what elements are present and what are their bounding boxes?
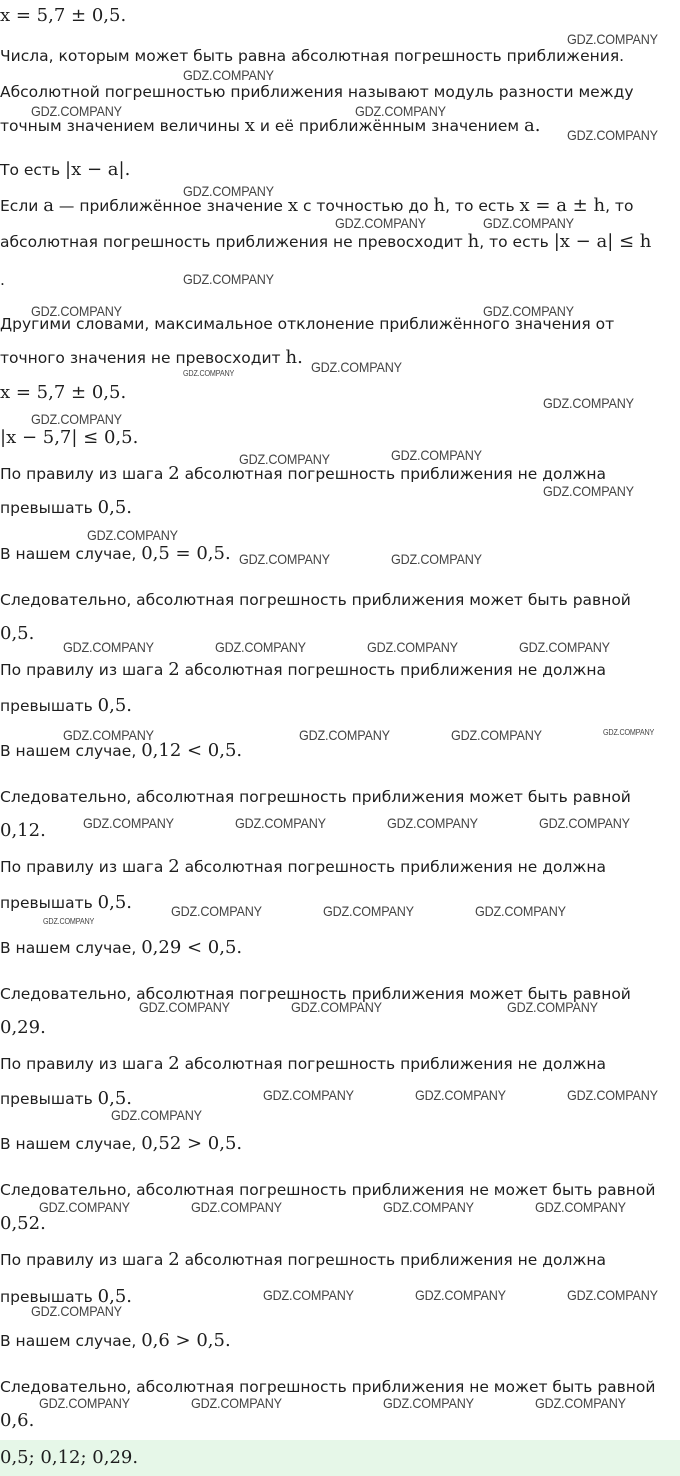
line-text: абсолютная погрешность приближения не должна bbox=[179, 661, 606, 679]
math-expression: |x − 5,7| ≤ 0,5. bbox=[0, 427, 139, 448]
watermark-text: GDZ.COMPANY bbox=[31, 411, 122, 427]
watermark-text: GDZ.COMPANY bbox=[291, 999, 382, 1015]
line-text: абсолютная погрешность приближения не превосходит bbox=[0, 233, 468, 251]
line-text: Если bbox=[0, 197, 44, 215]
math-expression: h bbox=[467, 231, 480, 252]
text-line bbox=[0, 1214, 46, 1234]
watermark-text: GDZ.COMPANY bbox=[383, 1199, 474, 1215]
line-text: и её приближённым значением bbox=[254, 117, 525, 135]
text-line bbox=[0, 232, 651, 252]
line-text: В нашем случае, bbox=[0, 1332, 142, 1350]
line-text: По правилу из шага bbox=[0, 1055, 169, 1073]
line-text: Абсолютной погрешностью приближения называют модуль разности между bbox=[0, 83, 634, 101]
text-line bbox=[0, 383, 126, 403]
math-expression: |x − a|. bbox=[65, 159, 131, 180]
line-text: , то bbox=[605, 197, 634, 215]
watermark-text: GDZ.COMPANY bbox=[83, 815, 174, 831]
math-expression: 0,5. bbox=[97, 497, 133, 518]
text-line bbox=[0, 348, 303, 368]
watermark-text: GDZ.COMPANY bbox=[191, 1395, 282, 1411]
text-line bbox=[0, 1180, 655, 1200]
watermark-text: GDZ.COMPANY bbox=[183, 183, 274, 199]
math-expression: 2 bbox=[168, 856, 180, 877]
math-expression: |x − a| ≤ h bbox=[553, 231, 652, 252]
watermark-text: GDZ.COMPANY bbox=[235, 815, 326, 831]
math-expression: 0,52 > 0,5. bbox=[141, 1133, 243, 1154]
watermark-text: GDZ.COMPANY bbox=[535, 1199, 626, 1215]
math-expression: 0,12. bbox=[0, 820, 46, 841]
text-line bbox=[0, 270, 5, 290]
text-line bbox=[0, 428, 138, 448]
watermark-text: GDZ.COMPANY bbox=[263, 1287, 354, 1303]
math-expression: 0,29 < 0,5. bbox=[141, 937, 243, 958]
line-text: То есть bbox=[0, 161, 66, 179]
watermark-text: GDZ.COMPANY bbox=[31, 103, 122, 119]
watermark-text: GDZ.COMPANY bbox=[567, 31, 658, 47]
line-text: . bbox=[0, 271, 5, 289]
line-text: — приближённое значение bbox=[53, 197, 288, 215]
text-line bbox=[0, 1018, 46, 1038]
line-text: абсолютная погрешность приближения не должна bbox=[179, 858, 606, 876]
watermark-text: GDZ.COMPANY bbox=[239, 551, 330, 567]
line-text: , то есть bbox=[479, 233, 554, 251]
math-expression: x = 5,7 ± 0,5. bbox=[0, 5, 127, 26]
math-expression: a bbox=[43, 195, 54, 216]
watermark-text: GDZ.COMPANY bbox=[183, 369, 235, 378]
line-text: точного значения не превосходит bbox=[0, 349, 286, 367]
watermark-text: GDZ.COMPANY bbox=[39, 1395, 130, 1411]
line-text: По правилу из шага bbox=[0, 858, 169, 876]
watermark-text: GDZ.COMPANY bbox=[391, 551, 482, 567]
line-text: превышать bbox=[0, 499, 98, 517]
watermark-text: GDZ.COMPANY bbox=[539, 815, 630, 831]
math-expression: 2 bbox=[168, 1249, 180, 1270]
math-expression: 0,5. bbox=[97, 1286, 133, 1307]
line-text: Следовательно, абсолютная погрешность приближения может быть равной bbox=[0, 788, 631, 806]
line-text: , то есть bbox=[445, 197, 520, 215]
text-line bbox=[0, 116, 540, 136]
math-expression: 0,5. bbox=[97, 1088, 133, 1109]
watermark-text: GDZ.COMPANY bbox=[215, 639, 306, 655]
text-line bbox=[0, 1377, 655, 1397]
text-line bbox=[0, 787, 631, 807]
watermark-text: GDZ.COMPANY bbox=[311, 359, 402, 375]
watermark-text: GDZ.COMPANY bbox=[299, 727, 390, 743]
math-expression: h bbox=[433, 195, 446, 216]
math-expression: x = 5,7 ± 0,5. bbox=[0, 382, 127, 403]
text-line bbox=[0, 857, 606, 877]
line-text: точным значением величины bbox=[0, 117, 245, 135]
text-line bbox=[0, 590, 631, 610]
text-line bbox=[0, 696, 132, 716]
math-expression: x = a ± h bbox=[519, 195, 606, 216]
math-expression: 2 bbox=[168, 659, 180, 680]
watermark-text: GDZ.COMPANY bbox=[415, 1287, 506, 1303]
line-text: абсолютная погрешность приближения не должна bbox=[179, 1055, 606, 1073]
text-line bbox=[0, 46, 624, 66]
watermark-text: GDZ.COMPANY bbox=[475, 903, 566, 919]
line-text: По правилу из шага bbox=[0, 1251, 169, 1269]
text-line bbox=[0, 544, 231, 564]
text-line bbox=[0, 1411, 34, 1431]
text-line bbox=[0, 1331, 231, 1351]
watermark-text: GDZ.COMPANY bbox=[483, 303, 574, 319]
line-text: превышать bbox=[0, 1090, 98, 1108]
line-text: Числа, которым может быть равна абсолютная погрешность приближения. bbox=[0, 47, 625, 65]
text-line bbox=[0, 741, 242, 761]
line-text: превышать bbox=[0, 1288, 98, 1306]
text-line bbox=[0, 160, 130, 180]
line-text: абсолютная погрешность приближения не должна bbox=[179, 1251, 606, 1269]
math-expression: 2 bbox=[168, 1053, 180, 1074]
math-expression: 0,6 > 0,5. bbox=[141, 1330, 231, 1351]
text-line bbox=[0, 893, 132, 913]
watermark-text: GDZ.COMPANY bbox=[367, 639, 458, 655]
math-expression: 0,29. bbox=[0, 1017, 46, 1038]
text-line bbox=[0, 660, 606, 680]
math-expression: 0,5 = 0,5. bbox=[141, 543, 231, 564]
math-expression: 0,6. bbox=[0, 1410, 35, 1431]
text-line bbox=[0, 196, 633, 216]
text-line bbox=[0, 1134, 242, 1154]
math-expression: 2 bbox=[168, 463, 180, 484]
watermark-text: GDZ.COMPANY bbox=[87, 527, 178, 543]
watermark-text: GDZ.COMPANY bbox=[387, 815, 478, 831]
line-text: В нашем случае, bbox=[0, 545, 142, 563]
watermark-text: GDZ.COMPANY bbox=[451, 727, 542, 743]
watermark-text: GDZ.COMPANY bbox=[171, 903, 262, 919]
watermark-text: GDZ.COMPANY bbox=[391, 447, 482, 463]
watermark-text: GDZ.COMPANY bbox=[263, 1087, 354, 1103]
answer-text: 0,5; 0,12; 0,29. bbox=[0, 1447, 139, 1468]
watermark-text: GDZ.COMPANY bbox=[415, 1087, 506, 1103]
watermark-text: GDZ.COMPANY bbox=[535, 1395, 626, 1411]
watermark-text: GDZ.COMPANY bbox=[543, 483, 634, 499]
watermark-text: GDZ.COMPANY bbox=[39, 1199, 130, 1215]
watermark-text: GDZ.COMPANY bbox=[183, 67, 274, 83]
watermark-text: GDZ.COMPANY bbox=[567, 127, 658, 143]
watermark-text: GDZ.COMPANY bbox=[63, 727, 154, 743]
line-text: По правилу из шага bbox=[0, 661, 169, 679]
answer-box bbox=[0, 1440, 680, 1476]
text-line bbox=[0, 82, 634, 102]
line-text: Следовательно, абсолютная погрешность приближения может быть равной bbox=[0, 591, 631, 609]
watermark-text: GDZ.COMPANY bbox=[519, 639, 610, 655]
text-line bbox=[0, 1054, 606, 1074]
line-text: Следовательно, абсолютная погрешность приближения не может быть равной bbox=[0, 1378, 656, 1396]
watermark-text: GDZ.COMPANY bbox=[335, 215, 426, 231]
watermark-text: GDZ.COMPANY bbox=[383, 1395, 474, 1411]
watermark-text: GDZ.COMPANY bbox=[111, 1107, 202, 1123]
line-text: превышать bbox=[0, 894, 98, 912]
watermark-text: GDZ.COMPANY bbox=[323, 903, 414, 919]
text-line bbox=[0, 498, 132, 518]
math-expression: 0,5. bbox=[97, 892, 133, 913]
math-expression: 0,52. bbox=[0, 1213, 46, 1234]
math-expression: 0,12 < 0,5. bbox=[141, 740, 243, 761]
line-text: с точностью до bbox=[298, 197, 434, 215]
watermark-text: GDZ.COMPANY bbox=[183, 271, 274, 287]
text-line bbox=[0, 821, 46, 841]
math-expression: h. bbox=[285, 347, 303, 368]
line-text: В нашем случае, bbox=[0, 939, 142, 957]
watermark-text: GDZ.COMPANY bbox=[239, 451, 330, 467]
text-line bbox=[0, 464, 606, 484]
watermark-text: GDZ.COMPANY bbox=[31, 1303, 122, 1319]
line-text: Следовательно, абсолютная погрешность приближения не может быть равной bbox=[0, 1181, 656, 1199]
watermark-text: GDZ.COMPANY bbox=[483, 215, 574, 231]
math-expression: x bbox=[287, 195, 299, 216]
watermark-text: GDZ.COMPANY bbox=[567, 1287, 658, 1303]
line-text: Следовательно, абсолютная погрешность приближения может быть равной bbox=[0, 985, 631, 1003]
watermark-text: GDZ.COMPANY bbox=[191, 1199, 282, 1215]
watermark-text: GDZ.COMPANY bbox=[603, 728, 655, 737]
math-expression: a. bbox=[524, 115, 541, 136]
math-expression: 0,5. bbox=[0, 623, 35, 644]
text-line bbox=[0, 1250, 606, 1270]
watermark-text: GDZ.COMPANY bbox=[355, 103, 446, 119]
math-expression: x bbox=[244, 115, 255, 136]
watermark-text: GDZ.COMPANY bbox=[139, 999, 230, 1015]
line-text: превышать bbox=[0, 697, 98, 715]
line-text: По правилу из шага bbox=[0, 465, 169, 483]
watermark-text: GDZ.COMPANY bbox=[507, 999, 598, 1015]
text-line bbox=[0, 6, 126, 26]
watermark-text: GDZ.COMPANY bbox=[43, 917, 95, 926]
line-text: В нашем случае, bbox=[0, 1135, 142, 1153]
line-text: В нашем случае, bbox=[0, 742, 142, 760]
watermark-text: GDZ.COMPANY bbox=[567, 1087, 658, 1103]
text-line bbox=[0, 1089, 132, 1109]
math-expression: 0,5. bbox=[97, 695, 133, 716]
text-line bbox=[0, 624, 34, 644]
line-text: абсолютная погрешность приближения не должна bbox=[179, 465, 606, 483]
watermark-text: GDZ.COMPANY bbox=[63, 639, 154, 655]
text-line bbox=[0, 938, 242, 958]
line-text: Другими словами, максимальное отклонение приближённого значения от bbox=[0, 315, 615, 333]
watermark-text: GDZ.COMPANY bbox=[543, 395, 634, 411]
watermark-text: GDZ.COMPANY bbox=[31, 303, 122, 319]
